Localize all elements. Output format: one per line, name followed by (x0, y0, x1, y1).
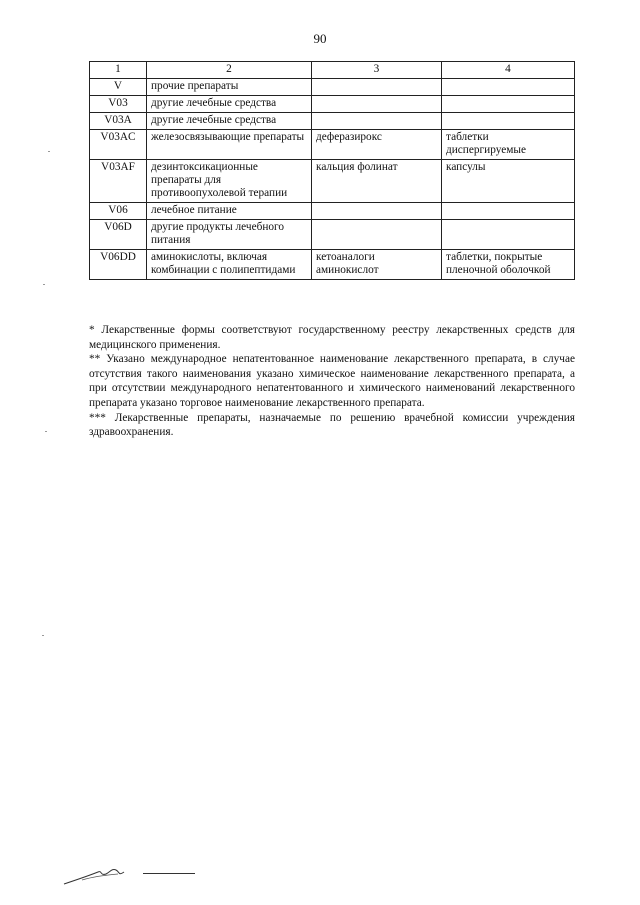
atc-code-cell: V03AC (90, 130, 147, 160)
dosage-form-cell: капсулы (442, 160, 575, 203)
column-header: 4 (442, 62, 575, 79)
column-header: 2 (147, 62, 312, 79)
drug-name-cell (312, 203, 442, 220)
column-header: 3 (312, 62, 442, 79)
footnote: * Лекарственные формы соответствуют государственному реестру лекарственных средств для медицинского применения. (89, 324, 575, 351)
signature-mark (62, 858, 142, 888)
column-header: 1 (90, 62, 147, 79)
group-name-cell: другие продукты лечебного питания (147, 220, 312, 250)
dosage-form-cell (442, 220, 575, 250)
table-row (90, 220, 575, 250)
table-row (90, 113, 575, 130)
group-name-cell: лечебное питание (147, 203, 312, 220)
page-number: 90 (313, 31, 327, 46)
dosage-form-cell (442, 96, 575, 113)
group-name-cell: дезинтоксикационные препараты для противоопухолевой терапии (147, 160, 312, 203)
atc-code-cell: V06 (90, 203, 147, 220)
drug-name-cell (312, 220, 442, 250)
scan-speck (42, 635, 44, 636)
scan-speck (48, 151, 50, 152)
table-header-row (90, 62, 575, 79)
group-name-cell: другие лечебные средства (147, 113, 312, 130)
table-row (90, 203, 575, 220)
group-name-cell: другие лечебные средства (147, 96, 312, 113)
footnotes (89, 323, 575, 440)
scan-speck (43, 284, 45, 285)
drug-name-cell: деферазирокс (312, 130, 442, 160)
atc-code-cell: V06DD (90, 250, 147, 280)
table-row (90, 79, 575, 96)
scan-speck (45, 431, 47, 432)
group-name-cell: аминокислоты, включая комбинации с полипептидами (147, 250, 312, 280)
table-row (90, 250, 575, 280)
drug-name-cell (312, 79, 442, 96)
atc-code-cell: V03AF (90, 160, 147, 203)
drug-name-cell: кальция фолинат (312, 160, 442, 203)
drug-table (89, 61, 575, 280)
table-row (90, 160, 575, 203)
dosage-form-cell: таблетки, покрытые пленочной оболочкой (442, 250, 575, 280)
footnote: *** Лекарственные препараты, назначаемые по решению врачебной комиссии учреждения здравоохранения. (89, 411, 575, 439)
dosage-form-cell (442, 79, 575, 96)
atc-code-cell: V06D (90, 220, 147, 250)
table-row (90, 96, 575, 113)
group-name-cell: железосвязывающие препараты (147, 130, 312, 160)
table-row (90, 130, 575, 160)
group-name-cell: прочие препараты (147, 79, 312, 96)
signature-line (143, 873, 195, 874)
dosage-form-cell: таблетки диспергируемые (442, 130, 575, 160)
drug-name-cell (312, 96, 442, 113)
drug-name-cell: кетоаналоги аминокислот (312, 250, 442, 280)
atc-code-cell: V03A (90, 113, 147, 130)
drug-name-cell (312, 113, 442, 130)
atc-code-cell: V03 (90, 96, 147, 113)
dosage-form-cell (442, 203, 575, 220)
footnote: ** Указано международное непатентованное наименование лекарственного препарата, в случае отсутствия такого наименования указано химическое наименование лекарственного препарата, а при отсутствии международного непатентованного и химического наименований лекарственного препарата указано торговое наименование лекарственного препарата. (89, 353, 575, 409)
atc-code-cell: V (90, 79, 147, 96)
dosage-form-cell (442, 113, 575, 130)
